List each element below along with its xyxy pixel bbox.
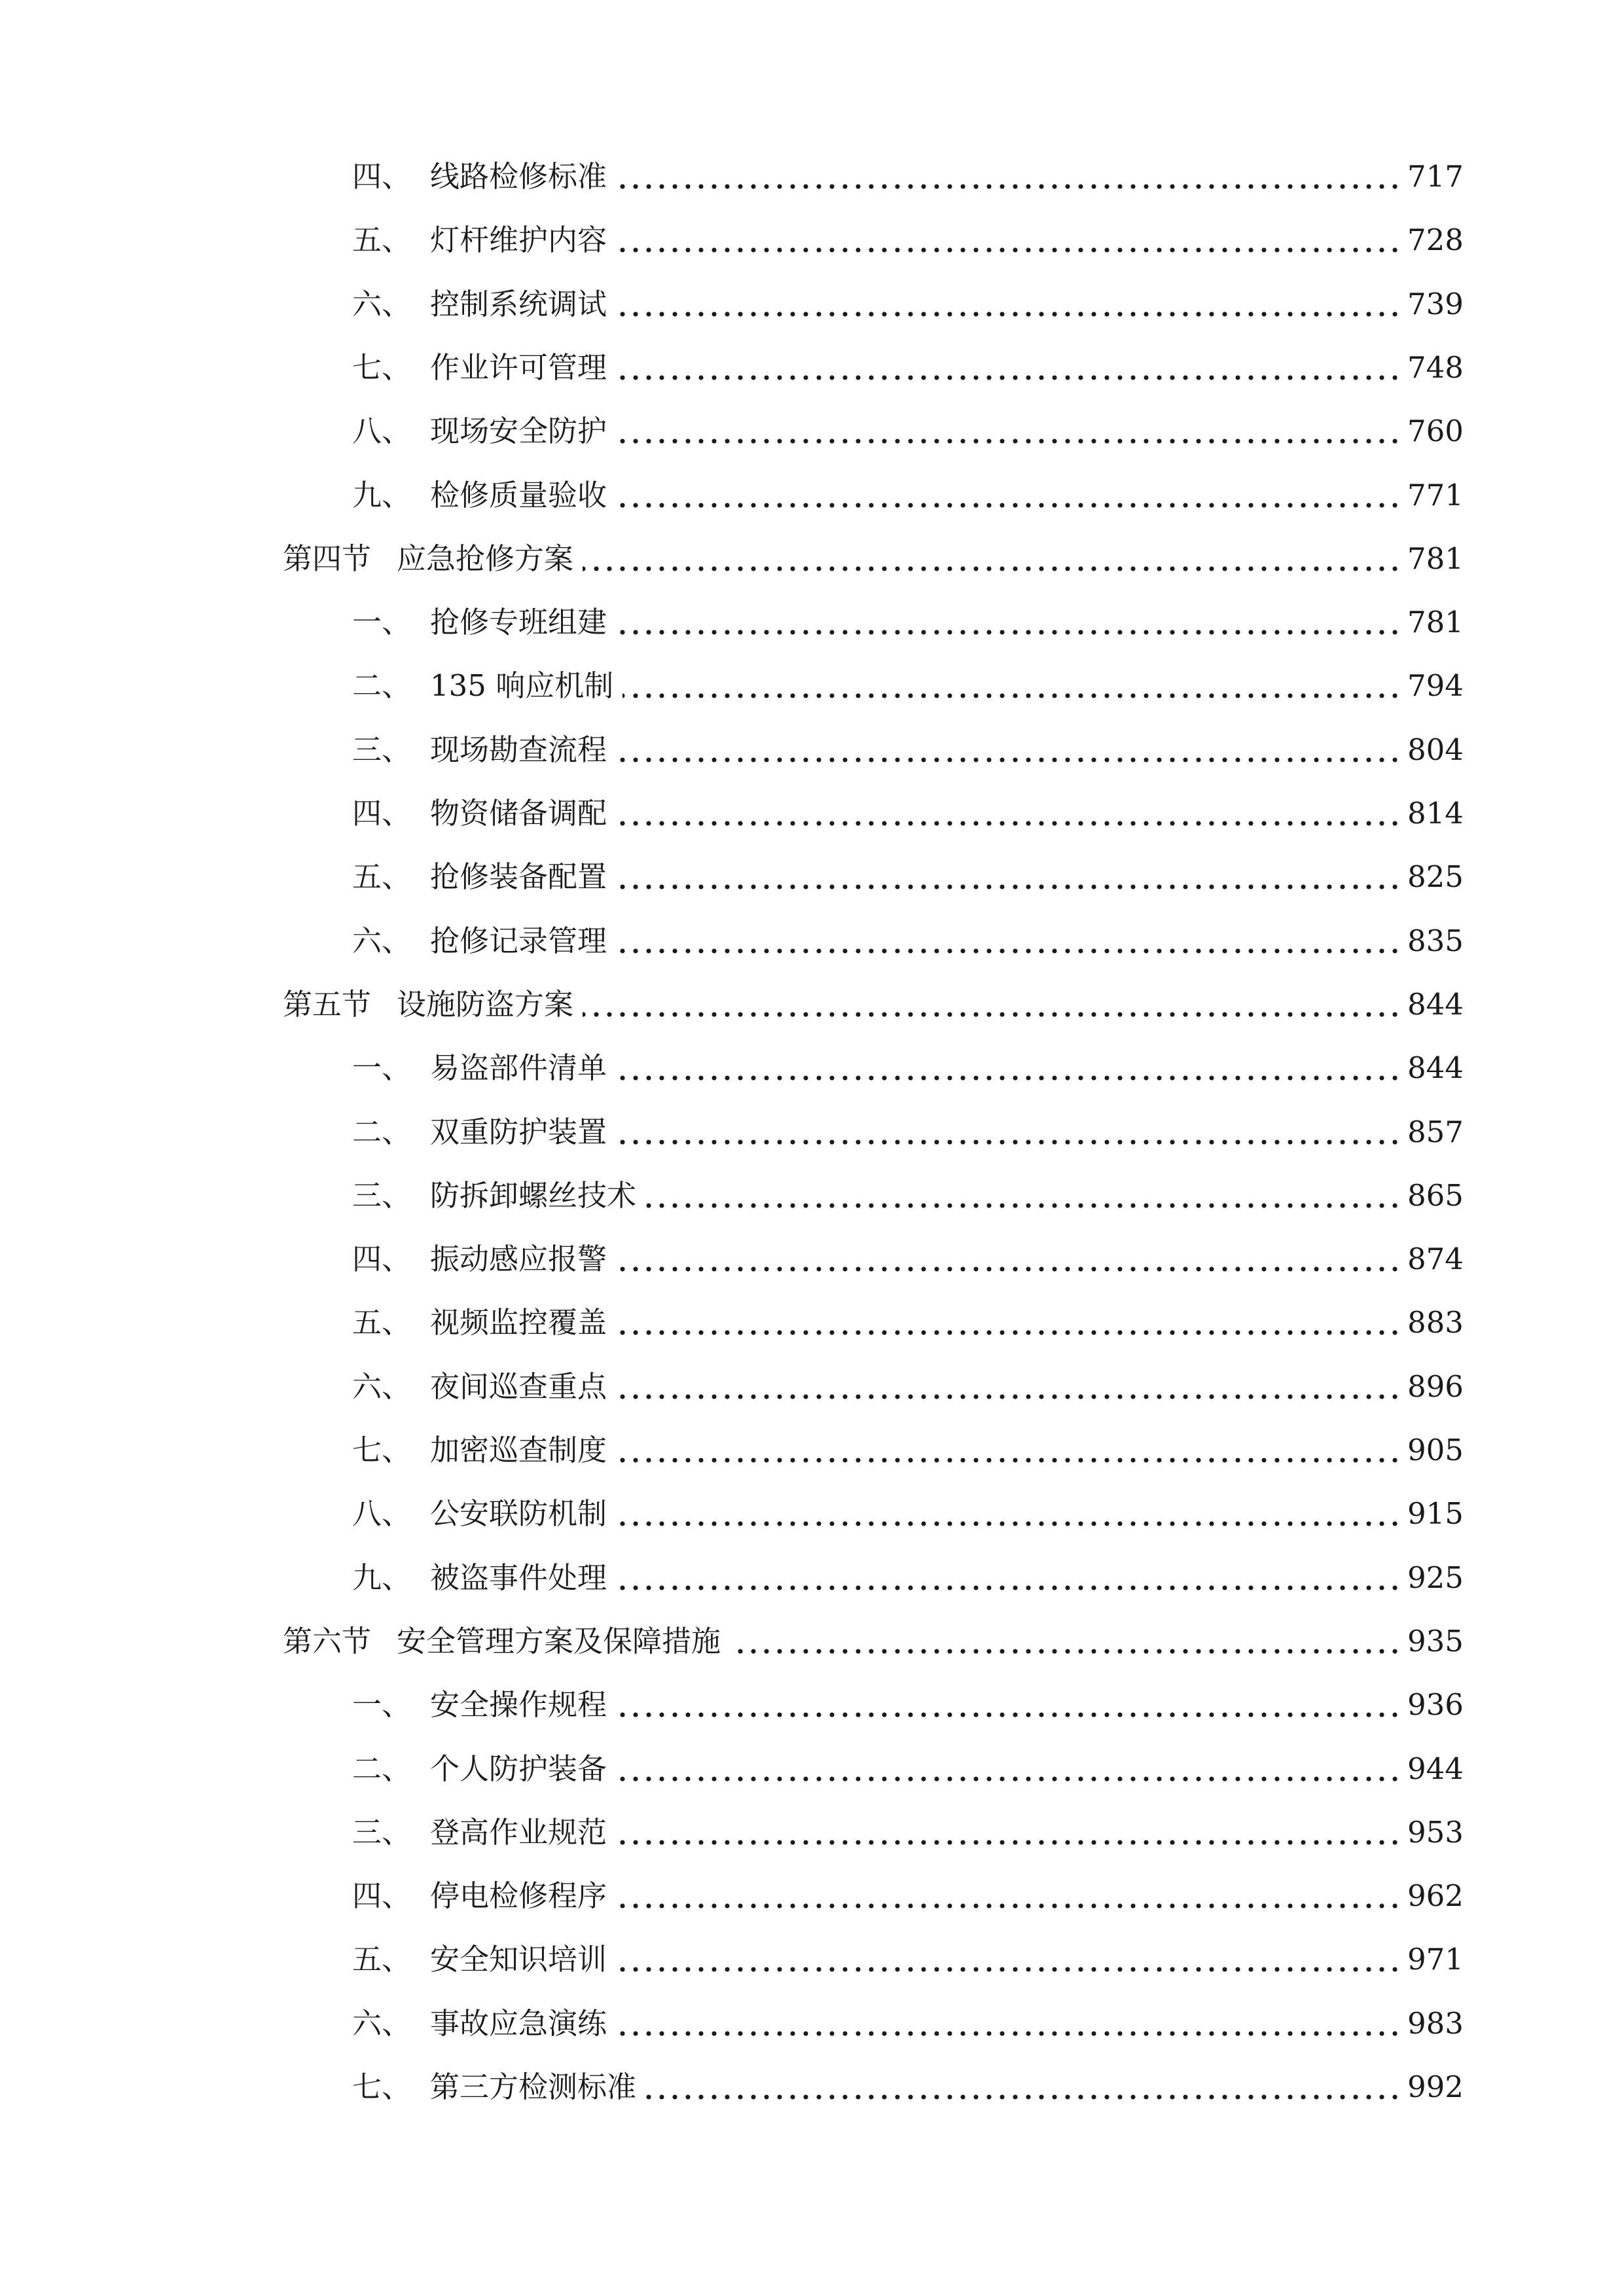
dot-leader: [616, 757, 1401, 763]
toc-entry-title: 安全管理方案及保障措施: [397, 1624, 721, 1659]
toc-entry-title: 安全操作规程: [430, 1687, 607, 1722]
toc-entry-page-number: 739: [1407, 287, 1464, 321]
dot-leader: [583, 1011, 1401, 1018]
toc-entry[interactable]: [0, 1552, 1624, 1604]
toc-entry-number: 六、: [352, 1369, 412, 1404]
dot-leader: [616, 311, 1401, 317]
toc-entry-page-number: 857: [1407, 1115, 1464, 1149]
dot-leader: [645, 2094, 1401, 2100]
toc-entry-page-number: 748: [1407, 350, 1464, 385]
toc-entry-number: 七、: [352, 1433, 412, 1467]
toc-entry-title: 双重防护装置: [430, 1115, 607, 1149]
toc-entry-number: 五、: [352, 1305, 412, 1340]
toc-entry[interactable]: [0, 787, 1624, 840]
toc-entry-number: 第五节: [283, 987, 372, 1022]
toc-entry-number: 八、: [352, 1496, 412, 1531]
toc-entry-title: 公安联防机制: [430, 1496, 607, 1531]
toc-entry-title: 线路检修标准: [430, 159, 607, 194]
dot-leader: [616, 1903, 1401, 1909]
toc-entry-title: 被盗事件处理: [430, 1560, 607, 1595]
toc-entry-title: 停电检修程序: [430, 1878, 607, 1913]
toc-entry-number: 一、: [352, 605, 412, 639]
dot-leader: [616, 438, 1401, 444]
toc-entry-title: 夜间巡查重点: [430, 1369, 607, 1404]
toc-entry-page-number: 874: [1407, 1242, 1464, 1276]
toc-entry-number: 七、: [352, 2070, 412, 2104]
toc-entry-number: 四、: [352, 796, 412, 831]
toc-entry-number: 九、: [352, 478, 412, 512]
toc-entry-number: 一、: [352, 1050, 412, 1085]
toc-entry-number: 二、: [352, 668, 412, 703]
toc-entry-number: 六、: [352, 287, 412, 321]
toc-entry[interactable]: [0, 1361, 1624, 1413]
toc-entry[interactable]: [0, 915, 1624, 967]
toc-entry-title: 135 响应机制: [430, 668, 614, 703]
toc-entry-title: 设施防盗方案: [397, 987, 574, 1022]
dot-leader: [616, 629, 1401, 636]
toc-entry[interactable]: [0, 1488, 1624, 1540]
toc-entry-page-number: 896: [1407, 1369, 1464, 1404]
toc-entry-number: 五、: [352, 859, 412, 894]
toc-entry-number: 三、: [352, 732, 412, 767]
toc-entry[interactable]: [0, 1806, 1624, 1859]
dot-leader: [616, 2030, 1401, 2037]
toc-entry-title: 加密巡查制度: [430, 1433, 607, 1467]
toc-entry-page-number: 728: [1407, 223, 1464, 257]
toc-entry-title: 检修质量验收: [430, 478, 607, 512]
toc-entry-page-number: 883: [1407, 1305, 1464, 1340]
toc-entry[interactable]: [0, 342, 1624, 394]
dot-leader: [616, 502, 1401, 509]
dot-leader: [616, 1966, 1401, 1973]
toc-entry[interactable]: [0, 1042, 1624, 1094]
toc-entry[interactable]: [0, 1297, 1624, 1349]
toc-entry[interactable]: [0, 1233, 1624, 1285]
toc-entry-number: 六、: [352, 2006, 412, 2041]
dot-leader: [645, 1202, 1401, 1209]
toc-entry[interactable]: [0, 1933, 1624, 1986]
dot-leader: [616, 1585, 1401, 1591]
toc-section-entry[interactable]: [0, 533, 1624, 585]
toc-entry-number: 四、: [352, 159, 412, 194]
toc-entry-page-number: 983: [1407, 2006, 1464, 2041]
toc-entry[interactable]: [0, 1743, 1624, 1795]
dot-leader: [616, 1139, 1401, 1145]
toc-entry-title: 灯杆维护内容: [430, 223, 607, 257]
toc-entry-number: 四、: [352, 1878, 412, 1913]
toc-entry-page-number: 717: [1407, 159, 1464, 194]
dot-leader: [616, 1457, 1401, 1463]
dot-leader: [730, 1648, 1401, 1655]
toc-entry-page-number: 794: [1407, 668, 1464, 703]
toc-entry-page-number: 844: [1407, 987, 1464, 1022]
toc-entry-number: 第六节: [283, 1624, 372, 1659]
toc-entry-page-number: 771: [1407, 478, 1464, 512]
toc-entry-page-number: 905: [1407, 1433, 1464, 1467]
toc-entry-title: 控制系统调试: [430, 287, 607, 321]
toc-entry-number: 八、: [352, 414, 412, 448]
dot-leader: [623, 692, 1401, 699]
toc-entry-page-number: 781: [1407, 605, 1464, 639]
toc-entry-page-number: 971: [1407, 1942, 1464, 1977]
toc-entry-title: 抢修装备配置: [430, 859, 607, 894]
toc-entry[interactable]: [0, 1424, 1624, 1477]
toc-entry-title: 事故应急演练: [430, 2006, 607, 2041]
toc-entry-page-number: 835: [1407, 924, 1464, 958]
toc-entry-number: 五、: [352, 1942, 412, 1977]
dot-leader: [616, 374, 1401, 381]
toc-entry[interactable]: [0, 1170, 1624, 1222]
toc-entry-number: 四、: [352, 1242, 412, 1276]
toc-entry-title: 现场勘查流程: [430, 732, 607, 767]
toc-entry-number: 二、: [352, 1115, 412, 1149]
dot-leader: [583, 565, 1401, 572]
toc-entry-page-number: 962: [1407, 1878, 1464, 1913]
toc-entry-page-number: 865: [1407, 1178, 1464, 1213]
toc-entry-title: 应急抢修方案: [397, 541, 574, 576]
toc-entry-title: 作业许可管理: [430, 350, 607, 385]
dot-leader: [616, 1520, 1401, 1527]
toc-section-entry[interactable]: [0, 978, 1624, 1031]
toc-entry-title: 个人防护装备: [430, 1751, 607, 1786]
toc-entry-page-number: 992: [1407, 2070, 1464, 2104]
toc-entry-page-number: 804: [1407, 732, 1464, 767]
toc-entry[interactable]: [0, 1679, 1624, 1731]
dot-leader: [616, 247, 1401, 253]
toc-entry[interactable]: [0, 151, 1624, 203]
toc-entry-title: 视频监控覆盖: [430, 1305, 607, 1340]
toc-entry-title: 第三方检测标准: [430, 2070, 637, 2104]
toc-entry-page-number: 844: [1407, 1050, 1464, 1085]
toc-entry-title: 易盗部件清单: [430, 1050, 607, 1085]
toc-entry[interactable]: [0, 851, 1624, 903]
toc-entry-page-number: 936: [1407, 1687, 1464, 1722]
toc-entry-number: 二、: [352, 1751, 412, 1786]
toc-entry[interactable]: [0, 278, 1624, 331]
toc-entry-title: 现场安全防护: [430, 414, 607, 448]
dot-leader: [616, 948, 1401, 954]
toc-entry-title: 振动感应报警: [430, 1242, 607, 1276]
toc-entry[interactable]: [0, 214, 1624, 266]
dot-leader: [616, 183, 1401, 190]
toc-entry[interactable]: [0, 1998, 1624, 2050]
toc-entry-number: 三、: [352, 1178, 412, 1213]
toc-entry-number: 九、: [352, 1560, 412, 1595]
toc-entry[interactable]: [0, 724, 1624, 776]
dot-leader: [616, 1776, 1401, 1782]
toc-entry-number: 三、: [352, 1815, 412, 1850]
toc-entry-page-number: 814: [1407, 796, 1464, 831]
toc-entry-page-number: 925: [1407, 1560, 1464, 1595]
dot-leader: [616, 884, 1401, 890]
toc-entry[interactable]: [0, 2061, 1624, 2113]
toc-entry[interactable]: [0, 1870, 1624, 1922]
dot-leader: [616, 1266, 1401, 1272]
toc-entry-page-number: 915: [1407, 1496, 1464, 1531]
toc-entry-title: 防拆卸螺丝技术: [430, 1178, 637, 1213]
toc-entry[interactable]: [0, 660, 1624, 712]
toc-entry-page-number: 953: [1407, 1815, 1464, 1850]
toc-entry-number: 七、: [352, 350, 412, 385]
dot-leader: [616, 1393, 1401, 1400]
toc-entry-page-number: 944: [1407, 1751, 1464, 1786]
toc-entry-title: 抢修专班组建: [430, 605, 607, 639]
toc-entry-page-number: 825: [1407, 859, 1464, 894]
toc-entry-number: 六、: [352, 924, 412, 958]
toc-entry-page-number: 760: [1407, 414, 1464, 448]
toc-entry-number: 第四节: [283, 541, 372, 576]
dot-leader: [616, 1075, 1401, 1081]
toc-entry[interactable]: [0, 1106, 1624, 1158]
toc-entry[interactable]: [0, 596, 1624, 649]
toc-entry-number: 一、: [352, 1687, 412, 1722]
dot-leader: [616, 1712, 1401, 1718]
toc-entry[interactable]: [0, 469, 1624, 522]
dot-leader: [616, 820, 1401, 827]
toc-entry[interactable]: [0, 405, 1624, 457]
toc-entry-title: 安全知识培训: [430, 1942, 607, 1977]
dot-leader: [616, 1329, 1401, 1336]
toc-entry-page-number: 935: [1407, 1624, 1464, 1659]
toc-entry-title: 物资储备调配: [430, 796, 607, 831]
toc-section-entry[interactable]: [0, 1615, 1624, 1668]
dot-leader: [616, 1839, 1401, 1846]
toc-entry-title: 抢修记录管理: [430, 924, 607, 958]
toc-entry-page-number: 781: [1407, 541, 1464, 576]
toc-entry-title: 登高作业规范: [430, 1815, 607, 1850]
toc-entry-number: 五、: [352, 223, 412, 257]
